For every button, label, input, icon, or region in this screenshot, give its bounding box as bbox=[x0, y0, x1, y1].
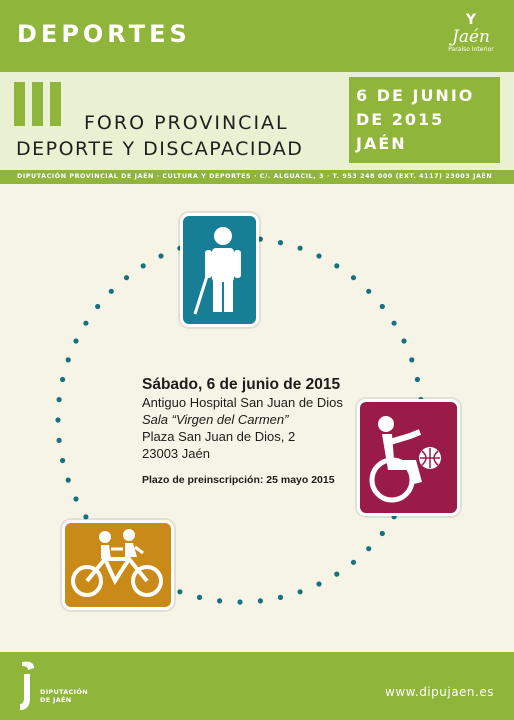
circle-dot bbox=[366, 289, 371, 294]
circle-dot bbox=[95, 304, 100, 309]
circle-dot bbox=[73, 338, 78, 343]
circle-dot bbox=[334, 263, 339, 268]
circle-dot bbox=[366, 546, 371, 551]
diputacion-logo bbox=[18, 660, 98, 714]
circle-dot bbox=[334, 572, 339, 577]
event-address: Plaza San Juan de Dios, 2 bbox=[142, 429, 296, 444]
event-room: Sala “Virgen del Carmen” bbox=[142, 412, 289, 427]
circle-dot bbox=[409, 357, 414, 362]
roman-bar bbox=[14, 82, 25, 126]
contact-info-strip: DIPUTACIÓN PROVINCIAL DE JAÉN · CULTURA Y DEPORTES · C/. ALGUACIL, 3 · T. 953 248 000 (EXT. 4117) 23003 JAÉN bbox=[0, 170, 514, 184]
roman-bar bbox=[32, 82, 43, 126]
circle-dot bbox=[237, 599, 242, 604]
circle-dot bbox=[278, 595, 283, 600]
roman-numeral-iii bbox=[14, 82, 61, 126]
event-title-line1: FORO PROVINCIAL bbox=[84, 112, 289, 134]
circle-dot bbox=[258, 598, 263, 603]
event-venue: Antiguo Hospital San Juan de Dios bbox=[142, 395, 343, 410]
circle-dot bbox=[57, 397, 62, 402]
diputacion-mark-icon bbox=[18, 660, 36, 712]
org-name-line2: DE JAÉN bbox=[40, 696, 72, 704]
circle-dot bbox=[278, 240, 283, 245]
circle-dot bbox=[141, 263, 146, 268]
wheelchair-basketball-icon bbox=[357, 399, 460, 516]
registration-deadline: Plazo de preinscripción: 25 mayo 2015 bbox=[142, 474, 335, 486]
event-city: 23003 Jaén bbox=[142, 446, 210, 461]
circle-dot bbox=[177, 589, 182, 594]
tandem-bicycle-icon bbox=[62, 520, 174, 610]
circle-dot bbox=[217, 598, 222, 603]
circle-dot bbox=[380, 531, 385, 536]
brand-name: Jaén bbox=[452, 27, 490, 47]
brand-glyph: Y bbox=[465, 12, 477, 28]
circle-dot bbox=[351, 275, 356, 280]
circle-dot bbox=[351, 560, 356, 565]
circle-dot bbox=[83, 321, 88, 326]
org-name-line1: DIPUTACIÓN bbox=[40, 688, 88, 696]
date-line3: JAÉN bbox=[356, 134, 407, 153]
circle-dot bbox=[83, 514, 88, 519]
circle-dot bbox=[66, 357, 71, 362]
jaen-brand-logo bbox=[442, 12, 500, 54]
circle-dot bbox=[298, 246, 303, 251]
circle-dot bbox=[73, 496, 78, 501]
event-day: Sábado, 6 de junio de 2015 bbox=[142, 376, 341, 393]
website-link[interactable]: www.dipujaen.es bbox=[385, 685, 494, 699]
circle-dot bbox=[60, 458, 65, 463]
roman-bar bbox=[50, 82, 61, 126]
circle-dot bbox=[298, 589, 303, 594]
date-line1: 6 DE JUNIO bbox=[356, 86, 475, 105]
circle-dot bbox=[124, 275, 129, 280]
top-banner bbox=[0, 0, 514, 72]
circle-dot bbox=[57, 438, 62, 443]
circle-dot bbox=[158, 253, 163, 258]
date-line2: DE 2015 bbox=[356, 110, 445, 129]
circle-dot bbox=[380, 304, 385, 309]
circle-dot bbox=[197, 595, 202, 600]
event-details bbox=[142, 375, 352, 487]
circle-dot bbox=[316, 581, 321, 586]
circle-dot bbox=[401, 338, 406, 343]
person-with-cane-icon bbox=[180, 213, 259, 327]
event-title-line2: DEPORTE Y DISCAPACIDAD bbox=[16, 138, 304, 160]
circle-dot bbox=[60, 377, 65, 382]
circle-dot bbox=[415, 377, 420, 382]
date-box bbox=[349, 77, 500, 163]
circle-dot bbox=[109, 289, 114, 294]
circle-dot bbox=[55, 417, 60, 422]
section-title: DEPORTES bbox=[17, 20, 191, 48]
circle-dot bbox=[316, 253, 321, 258]
brand-tagline: Paraíso Interior bbox=[448, 46, 494, 53]
circle-dot bbox=[392, 321, 397, 326]
circle-dot bbox=[66, 478, 71, 483]
